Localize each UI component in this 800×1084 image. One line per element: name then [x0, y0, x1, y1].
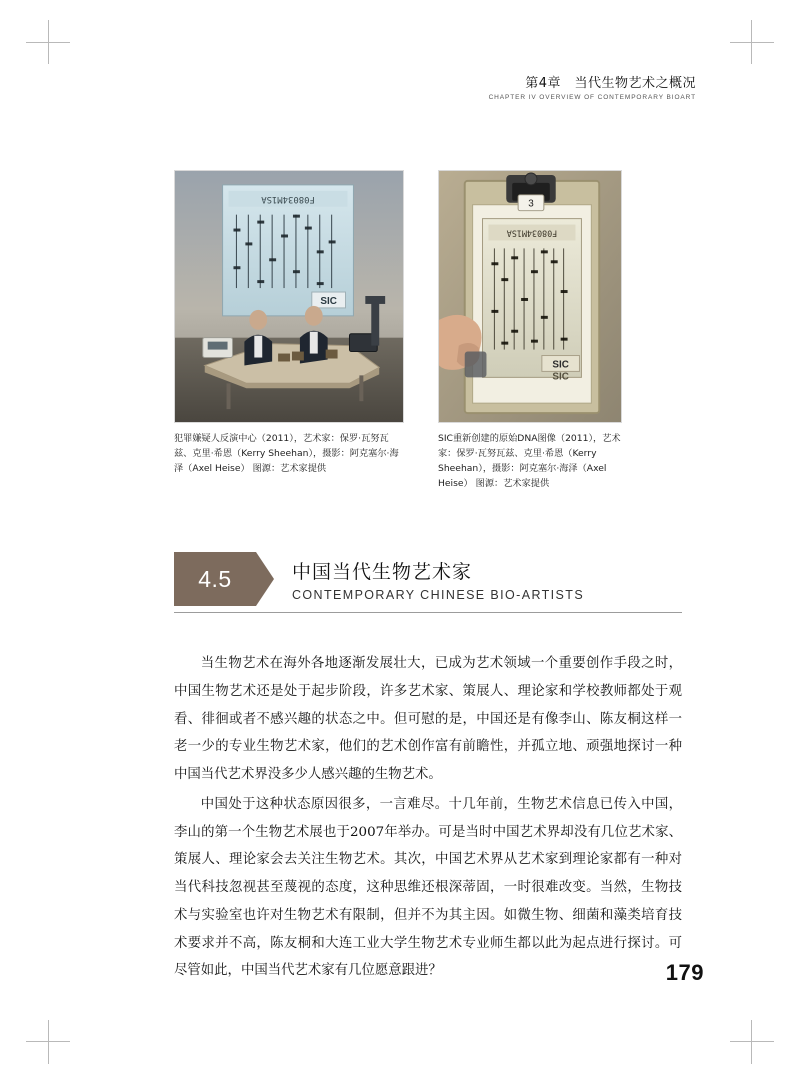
svg-text:SIC: SIC — [552, 371, 569, 383]
figure-left — [174, 170, 404, 477]
paragraph-2: 中国处于这种状态原因很多，一言难尽。十几年前，生物艺术信息已传入中国，李山的第一个生物艺术展也于2007年举办。可是当时中国艺术界却没有几位艺术家、策展人、理论家会去关注生物艺术。其次，中国艺术界从艺术家到理论家都有一种对当代科技忽视甚至蔑视的态度，这种思维还根深蒂固，一时很难改变。当然，生物技术与实验室也许对生物艺术有限制，但并不为其主因。如微生物、细菌和藻类培育技术要求并不高，陈友桐和大连工业大学生物艺术专业师生都以此为起点进行探讨。可尽管如此，中国当代艺术家有几位愿意跟进？ — [174, 796, 682, 979]
crop-mark-top-right — [730, 20, 774, 64]
svg-text:SIC: SIC — [320, 295, 337, 307]
running-head-english: CHAPTER IV OVERVIEW OF CONTEMPORARY BIOART — [488, 94, 696, 101]
crop-mark-bottom-right — [730, 1020, 774, 1064]
figure-right — [438, 170, 622, 492]
section-title-chinese: 中国当代生物艺术家 — [292, 560, 473, 583]
paragraph-1: 当生物艺术在海外各地逐渐发展壮大，已成为艺术领域一个重要创作手段之时，中国生物艺术还是处于起步阶段，许多艺术家、策展人、理论家和学校教师都处于观看、徘徊或者不感兴趣的状态之中。但可慰的是，中国还是有像李山、陈友桐这样一老一少的专业生物艺术家，他们的艺术创作富有前瞻性，并孤立地、顽强地探讨一种中国当代艺术界没多少人感兴趣的生物艺术。 — [174, 656, 682, 782]
crop-mark-top-left — [26, 20, 70, 64]
figure-block — [174, 170, 634, 492]
section-divider — [174, 612, 682, 613]
photo-crime-reenactment-center — [174, 170, 404, 423]
section-title-english: CONTEMPORARY CHINESE BIO-ARTISTS — [292, 587, 585, 602]
svg-text:3: 3 — [528, 198, 534, 210]
figure-right-caption: SIC重新创建的原始DNA图像（2011），艺术家：保罗·瓦努瓦兹、克里·希恩（Kerry Sheehan），摄影：阿克塞尔·海泽（Axel Heise） 图源：艺术家提供 — [438, 433, 621, 489]
figure-left-caption: 犯罪嫌疑人反演中心（2011），艺术家：保罗·瓦努瓦兹、克里·希恩（Kerry Sheehan），摄影：阿克塞尔·海泽（Axel Heise） 图源：艺术家提供 — [174, 433, 399, 474]
section-number-badge: 4.5 — [174, 552, 256, 606]
crop-mark-bottom-left — [26, 1020, 70, 1064]
body-text — [174, 650, 682, 987]
page-content — [96, 72, 704, 1012]
svg-text:SIC: SIC — [552, 359, 569, 371]
page-number: 179 — [665, 960, 704, 985]
section-header — [174, 552, 682, 613]
photo-sic-dna-image — [438, 170, 622, 423]
svg-text:F08034M1SA: F08034M1SA — [261, 193, 315, 204]
running-head — [96, 72, 704, 101]
running-head-chinese: 第4章 当代生物艺术之概况 — [525, 76, 696, 91]
svg-text:F08034M1SA: F08034M1SA — [506, 228, 558, 239]
